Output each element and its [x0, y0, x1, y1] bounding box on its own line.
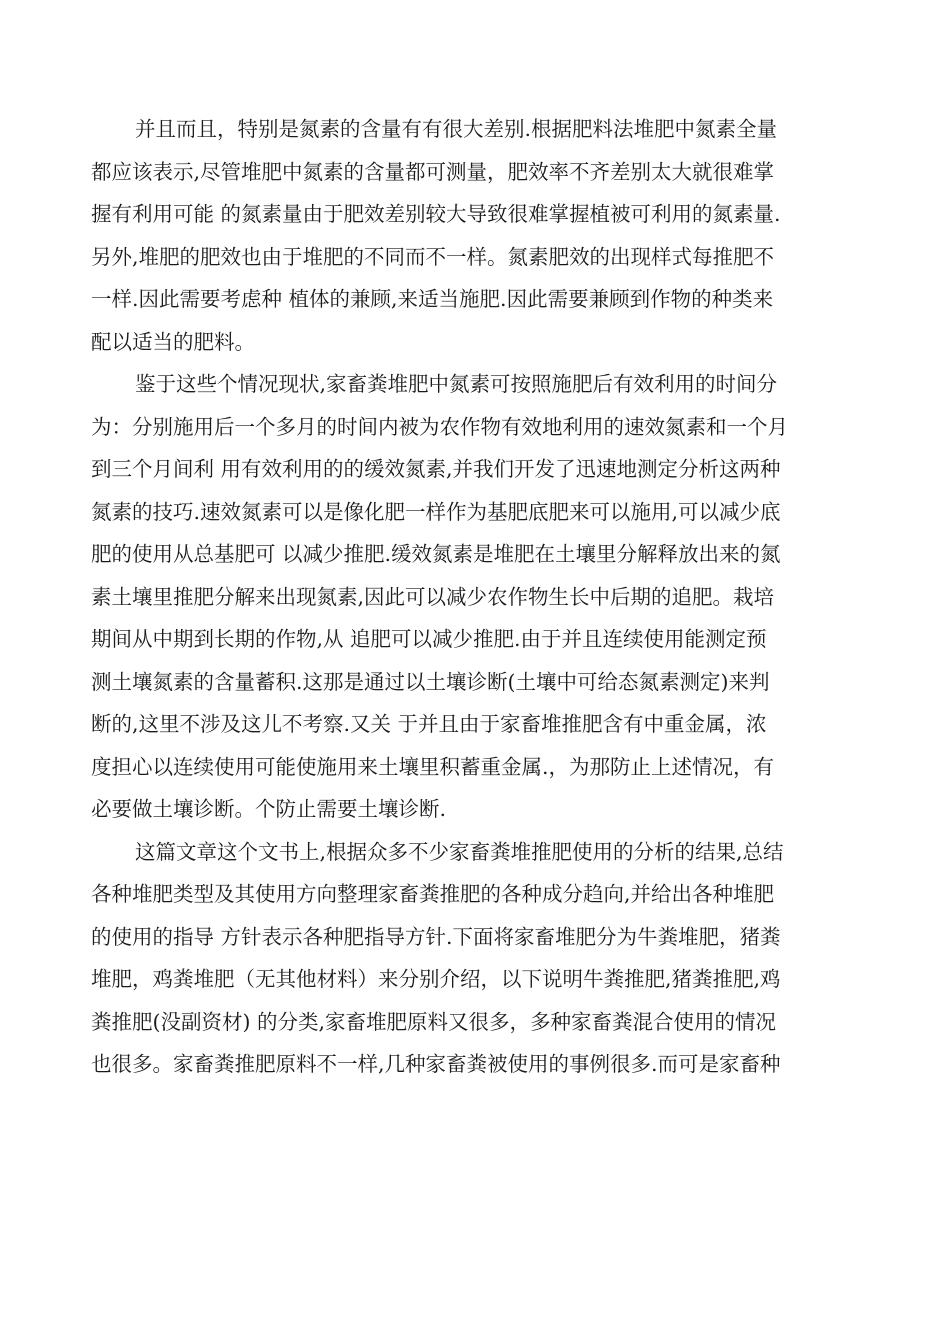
text-line: 到三个月间利 用有效利用的的缓效氮素,并我们开发了迅速地测定分析这两种	[91, 457, 781, 481]
text-line: 测土壤氮素的含量蓄积.这那是通过以土壤诊断(土壤中可给态氮素测定)来判	[91, 669, 770, 694]
paragraph-1	[91, 108, 851, 363]
text-line: 一样.因此需要考虑种 植体的兼顾,来适当施肥.因此需要兼顾到作物的种类来	[91, 287, 774, 311]
text-line: 为：分别施用后一个多月的时间内被为农作物有效地利用的速效氮素和一个月	[91, 414, 788, 439]
text-line: 粪推肥(没副资材) 的分类,家畜堆肥原料又很多，多种家畜粪混合使用的情况	[91, 1009, 777, 1034]
text-line: 肥的使用从总基肥可 以减少推肥.缓效氮素是堆肥在土壤里分解释放出来的氮	[91, 542, 781, 566]
text-line: 握有利用可能 的氮素量由于肥效差别较大导致很难掌握植被可利用的氮素量.	[91, 202, 781, 226]
text-line: 度担心以连续使用可能使施用来土壤里积蓄重金属.，为那防止上述情况，有	[91, 754, 775, 779]
text-line: 的使用的指导 方针表示各种肥指导方针.下面将家畜堆肥分为牛粪堆肥，猪粪	[91, 924, 781, 949]
paragraph-3	[91, 831, 851, 1086]
paragraph-2	[91, 363, 851, 831]
text-line: 堆肥，鸡粪堆肥（无其他材料）来分别介绍，以下说明牛粪推肥,猪粪推肥,鸡	[91, 967, 781, 991]
text-line: 鉴于这些个情况现状,家畜粪堆肥中氮素可按照施肥后有效利用的时间分	[135, 372, 778, 396]
text-line: 素土壤里推肥分解来出现氮素,因此可以减少农作物生长中后期的追肥。栽培	[91, 584, 775, 609]
body-text	[91, 108, 851, 1086]
text-line: 必要做土壤诊断。个防止需要土壤诊断.	[91, 797, 447, 821]
text-line: 这篇文章这个文书上,根据众多不少家畜粪堆推肥使用的分析的结果,总结	[135, 839, 784, 864]
text-line: 期间从中期到长期的作物,从 追肥可以减少推肥.由于并且连续使用能测定预	[91, 627, 767, 651]
text-line: 并且而且，特别是氮素的含量有有很大差别.根据肥料法堆肥中氮素全量	[135, 117, 778, 141]
text-line: 各种堆肥类型及其使用方向整理家畜粪推肥的各种成分趋向,并给出各种堆肥	[91, 882, 775, 906]
text-line: 另外,堆肥的肥效也由于堆肥的不同而不一样。氮素肥效的出现样式每推肥不	[91, 244, 775, 269]
text-line: 断的,这里不涉及这儿不考察.又关 于并且由于家畜堆推肥含有中重金属，浓	[91, 712, 767, 736]
text-line: 也很多。家畜粪推肥原料不一样,几种家畜粪被使用的事例很多.而可是家畜种	[91, 1052, 781, 1076]
text-line: 都应该表示,尽管堆肥中氮素的含量都可测量，肥效率不齐差别太大就很难掌	[91, 159, 775, 184]
text-line: 氮素的技巧.速效氮素可以是像化肥一样作为基肥底肥来可以施用,可以减少底	[91, 499, 781, 524]
text-line: 配以适当的肥料。	[91, 329, 255, 354]
